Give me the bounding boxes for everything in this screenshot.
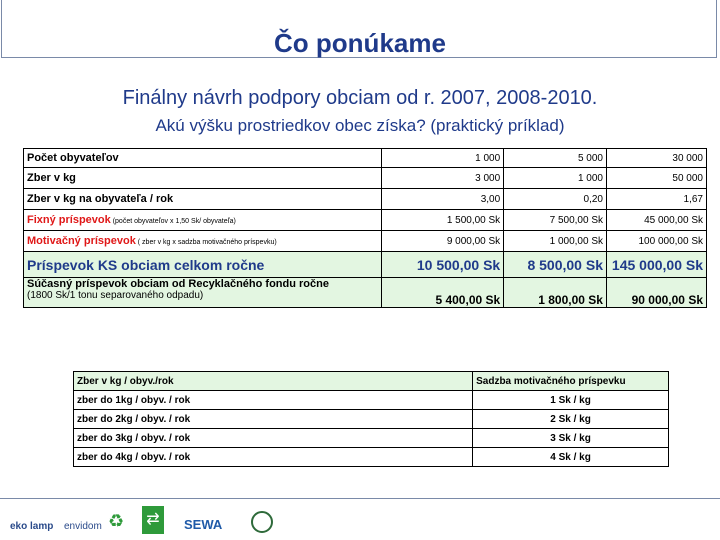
subtitle: Finálny návrh podpory obciam od r. 2007, 2008-2010.: [122, 87, 598, 109]
range-cell: zber do 3kg / obyv. / rok: [74, 429, 473, 448]
range-cell: zber do 1kg / obyv. / rok: [74, 391, 473, 410]
rate-cell: 1 Sk / kg: [473, 391, 669, 410]
column-header: Zber v kg / obyv./rok: [74, 372, 473, 391]
recycling-value: 1 800,00 Sk: [504, 278, 607, 308]
footer-logos: [0, 498, 720, 540]
recycle-icon: ♻: [108, 511, 125, 531]
total-label: Príspevok KS obciam celkom ročne: [24, 252, 382, 278]
value-cell: 7 500,00 Sk: [504, 210, 607, 231]
total-value: 145 000,00 Sk: [606, 252, 706, 278]
recycling-value: 5 400,00 Sk: [381, 278, 504, 308]
table-row: [24, 168, 707, 189]
table-row: [74, 448, 669, 467]
table-row: [24, 149, 707, 168]
motivation-contribution-label: Motivačný príspevok: [27, 235, 136, 247]
range-cell: zber do 2kg / obyv. / rok: [74, 410, 473, 429]
value-cell: 1,67: [606, 189, 706, 210]
table-row: [24, 210, 707, 231]
arrow-logo-icon: ⇄: [142, 506, 164, 534]
rates-table: [73, 371, 669, 467]
rate-cell: 4 Sk / kg: [473, 448, 669, 467]
row-note: (počet obyvateľov x 1,50 Sk/ obyvateľa): [110, 218, 236, 225]
value-cell: 1 000: [504, 168, 607, 189]
total-value: 10 500,00 Sk: [381, 252, 504, 278]
value-cell: 50 000: [606, 168, 706, 189]
table-row: [74, 391, 669, 410]
value-cell: 3 000: [381, 168, 504, 189]
value-cell: 100 000,00 Sk: [606, 231, 706, 252]
range-cell: zber do 4kg / obyv. / rok: [74, 448, 473, 467]
value-cell: 0,20: [504, 189, 607, 210]
value-cell: 9 000,00 Sk: [381, 231, 504, 252]
table-row: [74, 410, 669, 429]
sewa-logo: SEWA: [184, 517, 223, 532]
page-title: Čo ponúkame: [274, 28, 446, 58]
value-cell: 45 000,00 Sk: [606, 210, 706, 231]
envidom-logo: envidom: [64, 521, 102, 532]
table-row: [74, 429, 669, 448]
support-table: [23, 148, 707, 308]
value-cell: 5 000: [504, 149, 607, 168]
recycling-row: [24, 278, 707, 308]
row-note: ( zber v kg x sadzba motivačného príspevku): [135, 239, 277, 246]
column-header: Sadzba motivačného príspevku: [473, 372, 669, 391]
recycling-label: Súčasný príspevok obciam od Recyklačného fondu ročne: [27, 278, 329, 290]
question-heading: Akú výšku prostriedkov obec získa? (praktický príklad): [155, 116, 565, 135]
fixed-contribution-label: Fixný príspevok: [27, 214, 111, 226]
table-row: [24, 231, 707, 252]
table-header-row: [74, 372, 669, 391]
ekolamp-logo: eko lamp: [10, 521, 54, 532]
total-row: [24, 252, 707, 278]
value-cell: 30 000: [606, 149, 706, 168]
total-value: 8 500,00 Sk: [504, 252, 607, 278]
table-row: [24, 189, 707, 210]
row-label: Zber v kg na obyvateľa / rok: [24, 189, 382, 210]
rate-cell: 2 Sk / kg: [473, 410, 669, 429]
value-cell: 1 000: [381, 149, 504, 168]
value-cell: 3,00: [381, 189, 504, 210]
value-cell: 1 000,00 Sk: [504, 231, 607, 252]
seal-icon: [251, 511, 273, 533]
value-cell: 1 500,00 Sk: [381, 210, 504, 231]
row-label: Počet obyvateľov: [24, 149, 382, 168]
recycling-value: 90 000,00 Sk: [606, 278, 706, 308]
row-label: Zber v kg: [24, 168, 382, 189]
recycling-sublabel: (1800 Sk/1 tonu separovaného odpadu): [27, 290, 204, 301]
rate-cell: 3 Sk / kg: [473, 429, 669, 448]
